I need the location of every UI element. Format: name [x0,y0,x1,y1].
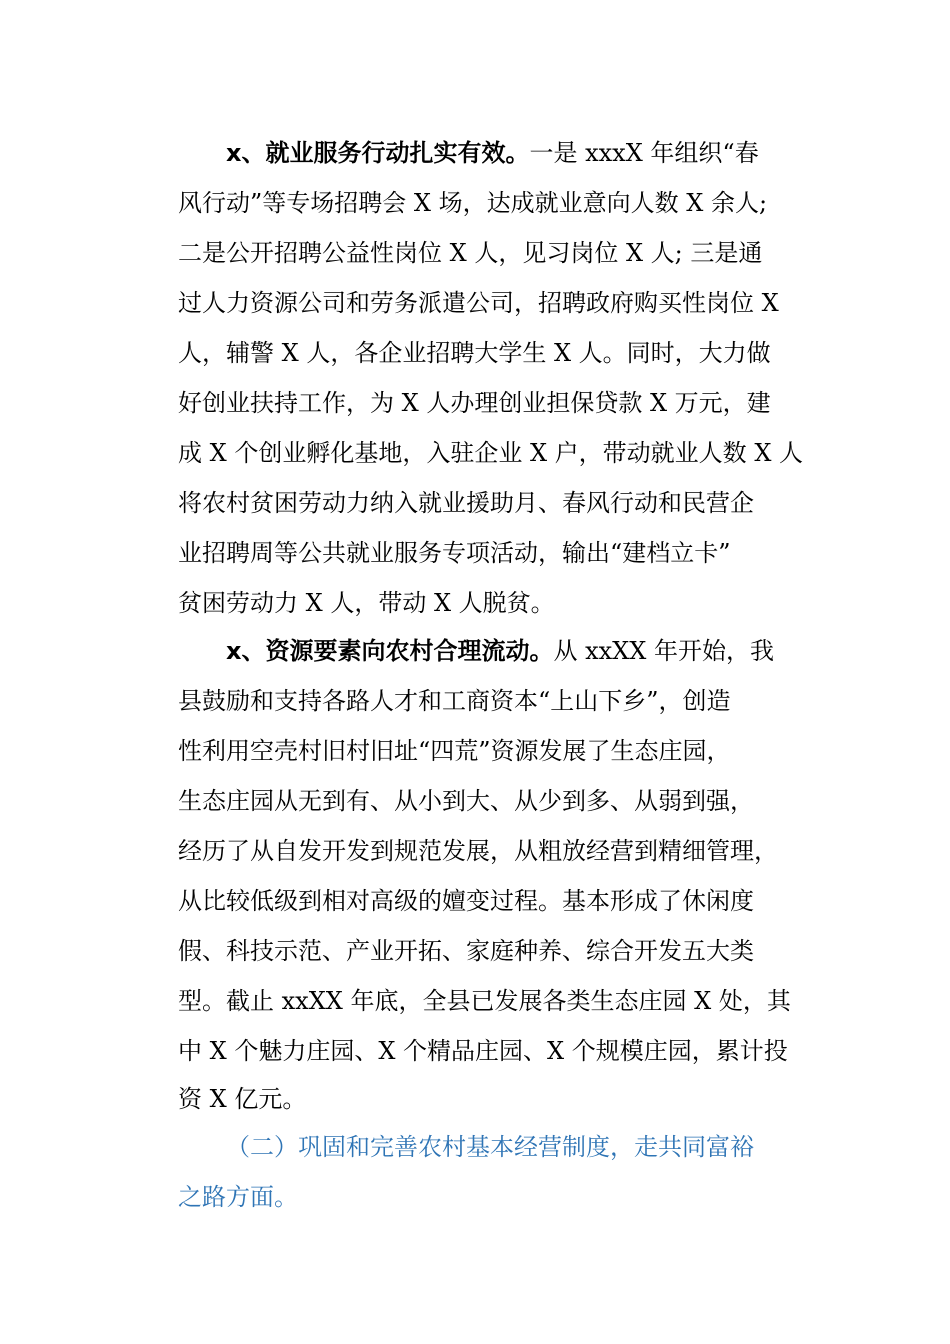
paragraph-2-line-4: 生态庄园从无到有、从小到大、从少到多、从弱到强， [178,787,754,815]
paragraph-1-line-2: 风行动”等专场招聘会 X 场，达成就业意向人数 X 余人; [178,189,768,217]
paragraph-1-lead: x、就业服务行动扎实有效。 [226,139,530,167]
paragraph-1-text: 一是 xxxX 年组织“春 [529,139,759,167]
section-heading-line-1: （二）巩固和完善农村基本经营制度，走共同富裕 [226,1133,754,1161]
paragraph-2-lead: x、资源要素向农村合理流动。 [226,637,554,665]
paragraph-2-line-6: 从比较低级到相对高级的嬗变过程。基本形成了休闲度 [178,887,754,915]
paragraph-1-line-4: 过人力资源公司和劳务派遣公司，招聘政府购买性岗位 X [178,289,779,317]
paragraph-2-line-3: 性利用空壳村旧村旧址“四荒”资源发展了生态庄园， [178,737,731,765]
paragraph-1-line-7: 成 X 个创业孵化基地，入驻企业 X 户，带动就业人数 X 人 [178,439,804,467]
paragraph-1-line-3: 二是公开招聘公益性岗位 X 人，见习岗位 X 人; 三是通 [178,239,763,267]
paragraph-1-line-10: 贫困劳动力 X 人，带动 X 人脱贫。 [178,589,555,617]
paragraph-1-line-9: 业招聘周等公共就业服务专项活动，输出“建档立卡” [178,539,731,567]
paragraph-2-line-8: 型。截止 xxXX 年底，全县已发展各类生态庄园 X 处，其 [178,987,791,1015]
paragraph-2-line-1 [226,636,774,666]
paragraph-2-line-5: 经历了从自发开发到规范发展，从粗放经营到精细管理， [178,837,778,865]
paragraph-2-line-2: 县鼓励和支持各路人才和工商资本“上山下乡”，创造 [178,687,731,715]
paragraph-1-line-6: 好创业扶持工作，为 X 人办理创业担保贷款 X 万元，建 [178,389,771,417]
paragraph-1-line-8: 将农村贫困劳动力纳入就业援助月、春风行动和民营企 [178,489,754,517]
paragraph-2-line-7: 假、科技示范、产业开拓、家庭种养、综合开发五大类 [178,937,754,965]
paragraph-2-line-9: 中 X 个魅力庄园、X 个精品庄园、X 个规模庄园，累计投 [178,1037,788,1065]
paragraph-1-line-1 [226,138,759,168]
section-heading-line-2: 之路方面。 [178,1183,298,1211]
paragraph-1-line-5: 人，辅警 X 人，各企业招聘大学生 X 人。同时，大力做 [178,339,771,367]
paragraph-2-text: 从 xxXX 年开始，我 [553,637,774,665]
paragraph-2-line-10: 资 X 亿元。 [178,1085,307,1113]
